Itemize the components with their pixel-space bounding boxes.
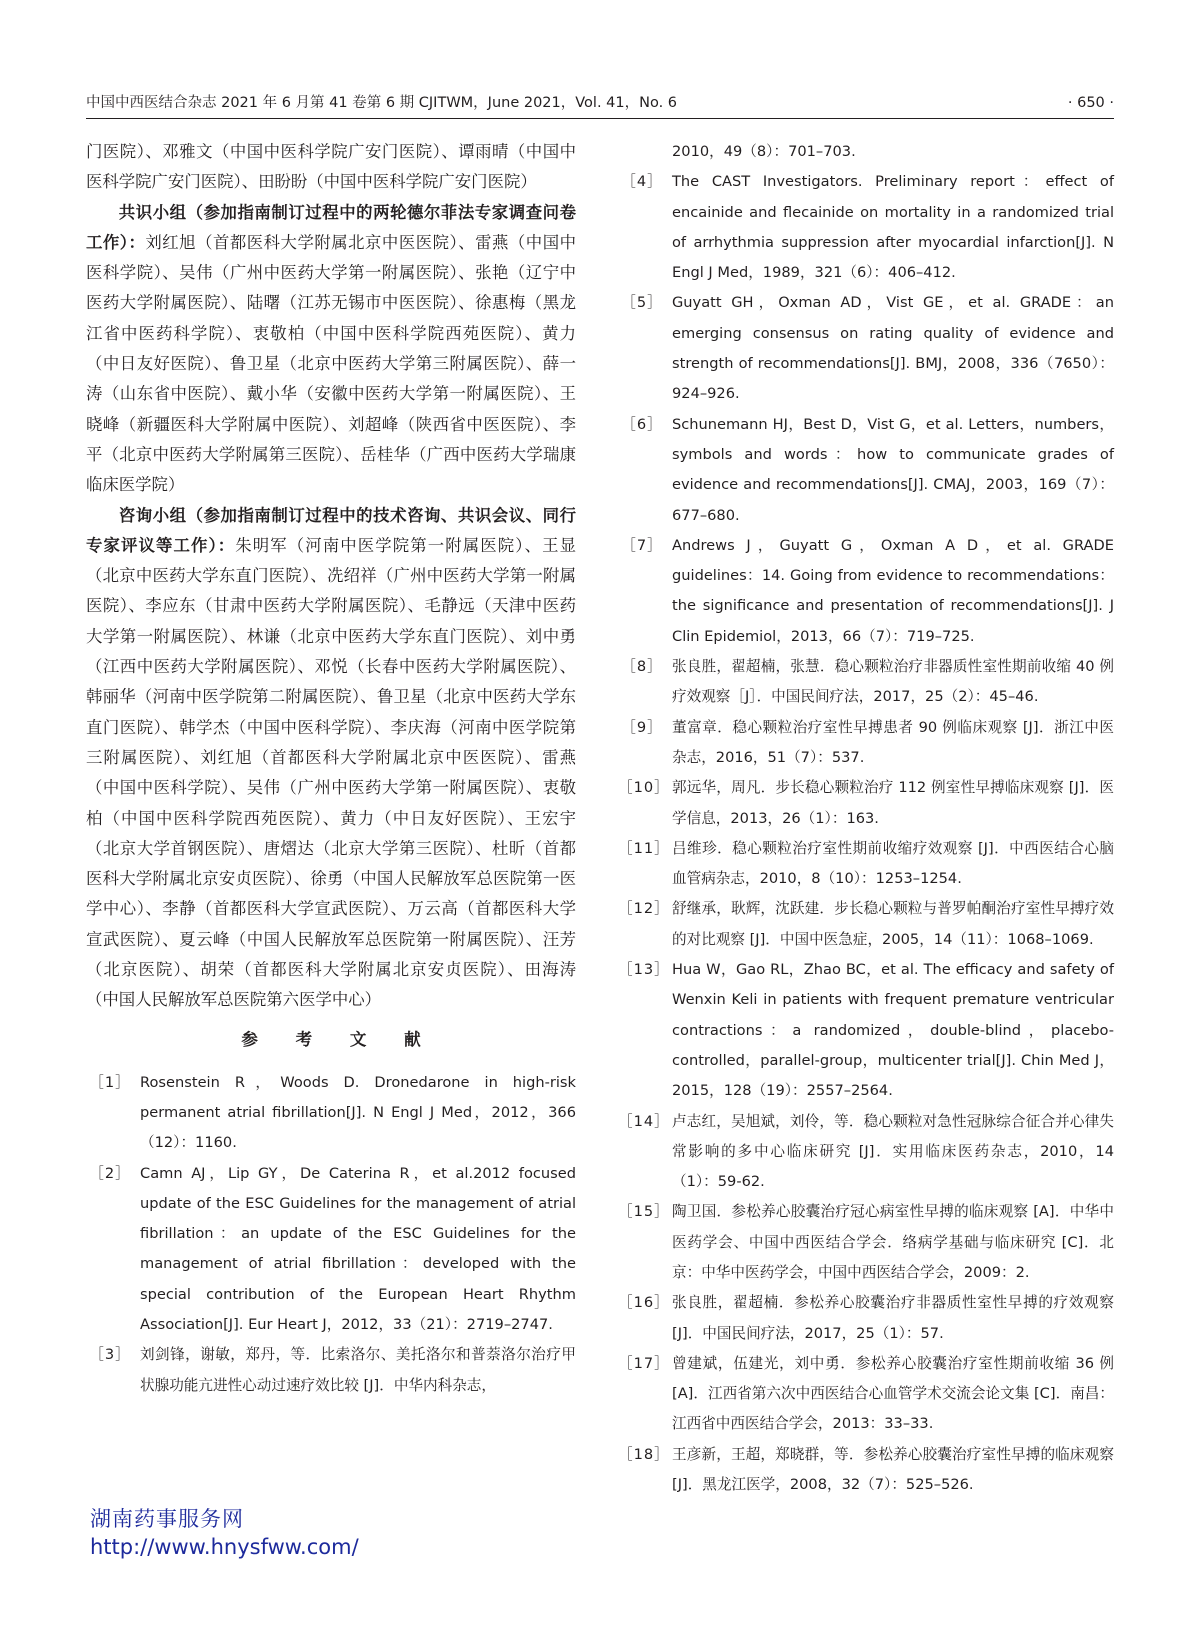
reference-item bbox=[618, 1349, 1114, 1440]
reference-number: ［14］ bbox=[618, 1112, 670, 1130]
advisory-group-text: 朱明军（河南中医学院第一附属医院）、王显（北京中医药大学东直门医院）、冼绍祥（广州中医药大学第一附属医院）、李应东（甘肃中医药大学附属医院）、毛静远（天津中医药大学第一附属医院）、林谦（北京中医药大学东直门医院）、刘中勇（江西中医药大学附属医院）、邓悦（长春中医药大学附属医院）、韩丽华（河南中医学院第二附属医院）、鲁卫星（北京中医药大学东直门医院）、韩学杰（中国中医科学院）、李庆海（河南中医学院第三附属医院）、刘红旭（首都医科大学附属北京中医医院）、雷燕（中国中医科学院）、吴伟（广州中医药大学第一附属医院）、衷敬柏（中国中医科学院西苑医院）、黄力（中日友好医院）、王宏宇（北京大学首钢医院）、唐熠达（北京大学第三医院）、杜昕（首都医科大学附属北京安贞医院）、徐勇（中国人民解放军总医院第一医学中心）、李静（首都医科大学宣武医院）、万云高（首都医科大学宣武医院）、夏云峰（中国人民解放军总医院第一附属医院）、汪芳（北京医院）、胡荣（首都医科大学附属北京安贞医院）、田海涛（中国人民解放军总医院第六医学中心） bbox=[86, 535, 576, 1010]
reference-number: ［8］ bbox=[621, 658, 663, 676]
consensus-group-paragraph bbox=[86, 198, 576, 501]
reference-item bbox=[618, 288, 1114, 409]
reference-text: 王彦新，王超，郑晓群，等．参松养心胶囊治疗室性早搏的临床观察 [J]．黑龙江医学，2008，32（7）：525–526. bbox=[672, 1445, 1114, 1494]
site-name: 湖南药事服务网 bbox=[90, 1507, 244, 1531]
left-column bbox=[86, 137, 576, 1401]
reference-number: ［7］ bbox=[621, 536, 663, 554]
site-url[interactable]: http://www.hnysfww.com/ bbox=[90, 1535, 359, 1559]
reference-text: 张良胜，翟超楠．参松养心胶囊治疗非器质性室性早搏的疗效观察 [J]．中国民间疗法，2017，25（1）：57. bbox=[672, 1294, 1114, 1342]
reference-number: ［4］ bbox=[621, 173, 663, 191]
reference-item bbox=[618, 167, 1114, 288]
consensus-group-label: 共识小组（参加指南制订过程中的两轮德尔菲法专家调查问卷工作）： bbox=[86, 202, 576, 252]
reference-text: Andrews J，Guyatt G，Oxman A D，et al. GRADE guidelines：14. Going from evidence to recommendations：the significance and presentation of recommendations[J]. J Clin Epidemiol，2013，66（7）：719–725. bbox=[672, 536, 1114, 645]
reference-item bbox=[86, 1340, 576, 1401]
consensus-group-text: 刘红旭（首都医科大学附属北京中医医院）、雷燕（中国中医科学院）、吴伟（广州中医药大学第一附属医院）、张艳（辽宁中医药大学附属医院）、陆曙（江苏无锡市中医医院）、徐惠梅（黑龙江省中医药科学院）、衷敬柏（中国中医科学院西苑医院）、黄力（中日友好医院）、鲁卫星（北京中医药大学第三附属医院）、薛一涛（山东省中医院）、戴小华（安徽中医药大学第一附属医院）、王晓峰（新疆医科大学附属中医院）、刘超峰（陕西省中医医院）、李平（北京中医药大学附属第三医院）、岳桂华（广西中医药大学瑞康临床医学院） bbox=[86, 232, 576, 495]
reference-item bbox=[618, 1288, 1114, 1349]
reference-text: Camn AJ，Lip GY，De Caterina R，et al.2012 focused update of the ESC Guidelines for the management of atrial fibrillation：an update of the ESC Guidelines for the management of atrial fibrillation：developed with the special contribution of the European Heart Rhythm Association[J]. Eur Heart J，2012，33（21）：2719–2747. bbox=[140, 1164, 576, 1333]
reference-text: 2010，49（8）：701–703. bbox=[672, 143, 856, 160]
reference-text: 卢志红，吴旭斌，刘伶，等．稳心颗粒对急性冠脉综合征合并心律失常影响的多中心临床研究 [J]．实用临床医药杂志，2010，14（1）：59-62. bbox=[672, 1112, 1114, 1191]
reference-text: 陶卫国．参松养心胶囊治疗冠心病室性早搏的临床观察 [A]．中华中医药学会、中国中西医结合学会．络病学基础与临床研究 [C]．北京：中华中医药学会，中国中西医结合学会，2009：2. bbox=[672, 1203, 1114, 1281]
reference-item bbox=[618, 1440, 1114, 1501]
reference-number: ［6］ bbox=[621, 415, 663, 433]
reference-item bbox=[618, 652, 1114, 713]
reference-text: Schunemann HJ，Best D，Vist G，et al. Letters，numbers，symbols and words：how to communicate grades of evidence and recommendations[J]. CMAJ，2003，169（7）：677–680. bbox=[672, 415, 1114, 524]
reference-item bbox=[618, 955, 1114, 1106]
header-divider bbox=[86, 118, 1114, 119]
reference-text: 刘剑锋，谢敏，郑丹，等．比索洛尔、美托洛尔和普萘洛尔治疗甲状腺功能亢进性心动过速疗效比较 [J]．中华内科杂志， bbox=[140, 1346, 576, 1394]
reference-number: ［9］ bbox=[621, 718, 663, 736]
reference-text: Rosenstein R，Woods D. Dronedarone in high-risk permanent atrial fibrillation[J]. N Engl J Med，2012，366（12）：1160. bbox=[140, 1073, 576, 1152]
advisory-group-label: 咨询小组（参加指南制订过程中的技术咨询、共识会议、同行专家评议等工作）： bbox=[86, 505, 576, 555]
reference-text: The CAST Investigators. Preliminary report：effect of encainide and flecainide on mortality in a randomized trial of arrhythmia suppression after myocardial infarction[J]. N Engl J Med，1989，321（6）：406–412. bbox=[672, 173, 1114, 282]
reference-text: 舒继承，耿辉，沈跃建．步长稳心颗粒与普罗帕酮治疗室性早搏疗效的对比观察 [J]．中国中医急症，2005，14（11）：1068–1069. bbox=[672, 900, 1114, 948]
journal-citation: 中国中西医结合杂志 2021 年 6 月第 41 卷第 6 期 CJITWM，June 2021，Vol. 41，No. 6 bbox=[86, 95, 678, 111]
continued-paragraph: 门医院）、邓雅文（中国中医科学院广安门医院）、谭雨晴（中国中医科学院广安门医院）、田盼盼（中国中医科学院广安门医院） bbox=[86, 142, 576, 192]
reference-number: ［13］ bbox=[618, 961, 670, 979]
reference-number: ［5］ bbox=[621, 294, 663, 312]
reference-text: Guyatt GH，Oxman AD，Vist GE，et al. GRADE：an emerging consensus on rating quality of evidence and strength of recommendations[J]. BMJ，2008，336（7650）：924–926. bbox=[672, 294, 1114, 403]
reference-item bbox=[618, 531, 1114, 652]
watermark-footer bbox=[90, 1505, 359, 1561]
reference-number: ［18］ bbox=[618, 1445, 670, 1463]
reference-item bbox=[86, 1068, 576, 1159]
reference-item bbox=[618, 713, 1114, 774]
reference-text: 董富章．稳心颗粒治疗室性早搏患者 90 例临床观察 [J]．浙江中医杂志，2016，51（7）：537. bbox=[672, 718, 1114, 766]
references-list-left bbox=[86, 1068, 576, 1401]
reference-item bbox=[618, 773, 1114, 834]
reference-item bbox=[618, 1197, 1114, 1288]
reference-number: ［10］ bbox=[618, 779, 670, 797]
reference-number: ［17］ bbox=[618, 1354, 670, 1372]
reference-number: ［1］ bbox=[89, 1073, 131, 1091]
reference-item-continued bbox=[618, 137, 1114, 167]
reference-item bbox=[618, 410, 1114, 531]
reference-text: 吕维珍．稳心颗粒治疗室性期前收缩疗效观察 [J]．中西医结合心脑血管病杂志，2010，8（10）：1253–1254. bbox=[672, 839, 1114, 888]
reference-text: 郭远华，周凡．步长稳心颗粒治疗 112 例室性早搏临床观察 [J]．医学信息，2013，26（1）：163. bbox=[672, 779, 1114, 827]
reference-number: ［3］ bbox=[89, 1346, 131, 1364]
reference-number: ［11］ bbox=[618, 839, 670, 857]
reference-item bbox=[618, 894, 1114, 955]
reference-text: 曾建斌，伍建光，刘中勇．参松养心胶囊治疗室性期前收缩 36 例 [A]．江西省第六次中西医结合心血管学术交流会论文集 [C]．南昌：江西省中西医结合学会，2013：33–33. bbox=[672, 1354, 1114, 1433]
reference-number: ［16］ bbox=[618, 1294, 670, 1312]
reference-item bbox=[86, 1159, 576, 1341]
page-number: · 650 · bbox=[1067, 95, 1114, 111]
reference-item bbox=[618, 834, 1114, 895]
reference-number: ［15］ bbox=[618, 1203, 670, 1221]
reference-text: 张良胜，翟超楠，张慧．稳心颗粒治疗非器质性室性期前收缩 40 例疗效观察［J］．中国民间疗法，2017，25（2）：45–46. bbox=[672, 658, 1114, 706]
reference-number: ［12］ bbox=[618, 900, 670, 918]
references-heading: 参 考 文 献 bbox=[241, 1029, 437, 1049]
advisory-group-paragraph bbox=[86, 501, 576, 1016]
reference-item bbox=[618, 1107, 1114, 1198]
right-column bbox=[618, 137, 1114, 1500]
reference-text: Hua W，Gao RL，Zhao BC，et al. The efficacy and safety of Wenxin Keli in patients with frequent premature ventricular contractions：a randomized，double-blind，placebo-controlled，parallel-group，multicenter trial[J]. Chin Med J，2015，128（19）：2557–2564. bbox=[672, 961, 1114, 1100]
reference-number: ［2］ bbox=[89, 1164, 131, 1182]
